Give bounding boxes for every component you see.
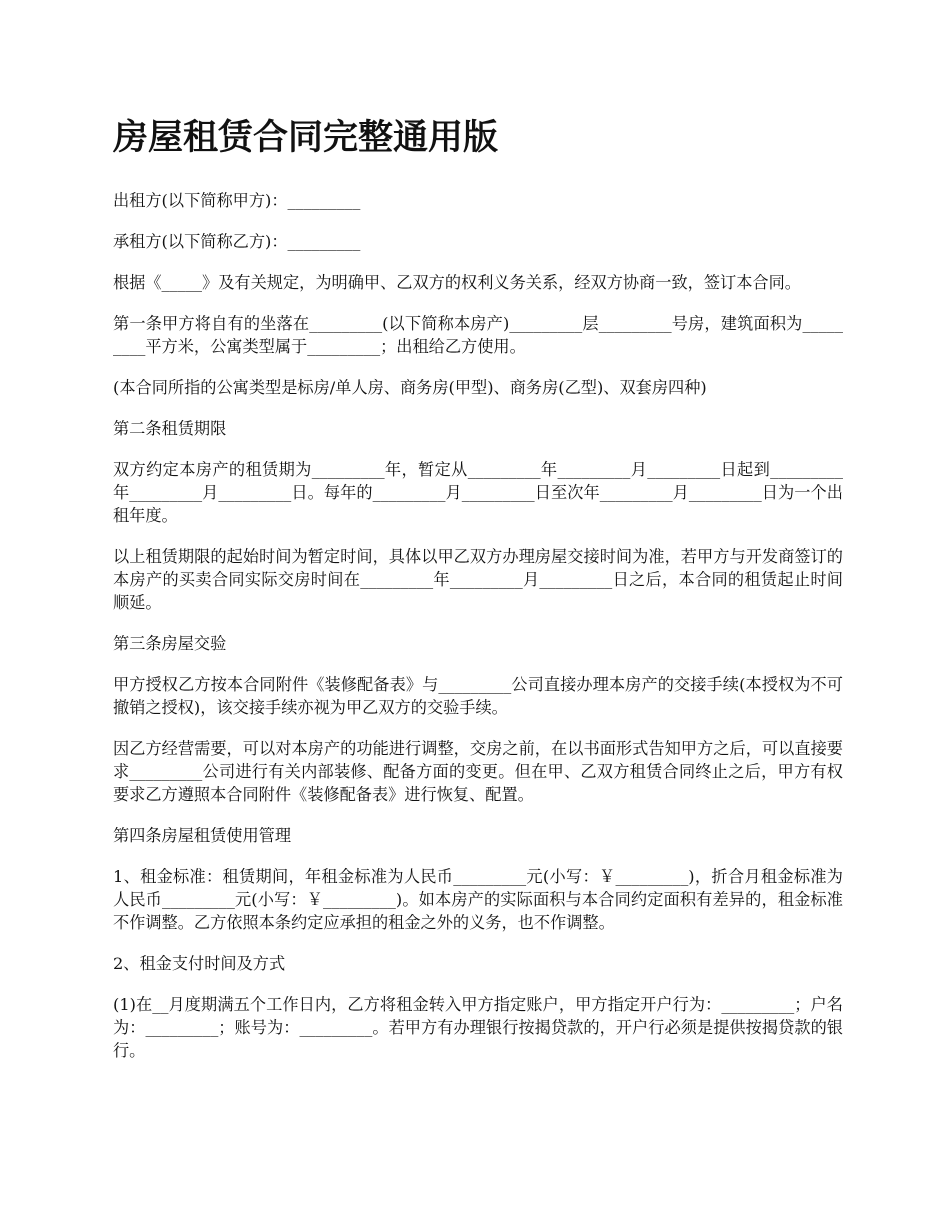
- heading-rent-payment: 2、租金支付时间及方式: [113, 954, 286, 973]
- clause-apartment-types-note: (本合同所指的公寓类型是标房/单人房、商务房(甲型)、商务房(乙型)、双套房四种): [113, 378, 707, 397]
- heading-article-2: 第二条租赁期限: [113, 419, 227, 438]
- clause-renovation-changes: 因乙方经营需要，可以对本房产的功能进行调整，交房之前，在以书面形式告知甲方之后，可以直接要求_________公司进行有关内部装修、配备方面的变更。但在甲、乙双方租赁合同终止之后，甲方有权要求乙方遵照本合同附件《装修配备表》进行恢复、配置。: [113, 739, 843, 804]
- document-title: 房屋租赁合同完整通用版: [113, 117, 499, 158]
- clause-lessor: 出租方(以下简称甲方)：_________: [113, 191, 361, 210]
- clause-rent-payment-method: (1)在__月度期满五个工作日内，乙方将租金转入甲方指定账户，甲方指定开户行为：_________；户名为：_________；账号为：_________。若甲方有办理银行按揭贷款的，开户行必须是提供按揭贷款的银行。: [113, 995, 843, 1060]
- document-page: [113, 0, 843, 1080]
- clause-lessee: 承租方(以下简称乙方)：_________: [113, 232, 361, 251]
- clause-rent-standard: 1、租金标准：租赁期间，年租金标准为人民币_________元(小写：￥_________)，折合月租金标准为人民币_________元(小写：￥_________)。如本房产的实际面积与本合同约定面积有差异的，租金标准不作调整。乙方依照本条约定应承担的租金之外的义务，也不作调整。: [113, 867, 843, 932]
- heading-article-3: 第三条房屋交验: [113, 634, 227, 653]
- heading-article-4: 第四条房屋租赁使用管理: [113, 826, 292, 845]
- document-body: [113, 189, 843, 1062]
- clause-preamble: 根据《_____》及有关规定，为明确甲、乙双方的权利义务关系，经双方协商一致，签订本合同。: [113, 273, 801, 292]
- clause-lease-term: 双方约定本房产的租赁期为_________年，暂定从_________年_________月_________日起到_________年_________月_________日。每年的_________月_________日至次年_________月_________日为一个出租年度。: [113, 460, 843, 525]
- clause-article-1: 第一条甲方将自有的坐落在_________(以下简称本房产)_________层_________号房，建筑面积为_________平方米，公寓类型属于_________；出租给乙方使用。: [113, 314, 843, 356]
- clause-handover-authorization: 甲方授权乙方按本合同附件《装修配备表》与_________公司直接办理本房产的交接手续(本授权为不可撤销之授权)，该交接手续亦视为甲乙双方的交验手续。: [113, 675, 843, 717]
- clause-lease-term-adjustment: 以上租赁期限的起始时间为暂定时间，具体以甲乙双方办理房屋交接时间为准，若甲方与开发商签订的本房产的买卖合同实际交房时间在_________年_________月_________日之后，本合同的租赁起止时间顺延。: [113, 547, 843, 612]
